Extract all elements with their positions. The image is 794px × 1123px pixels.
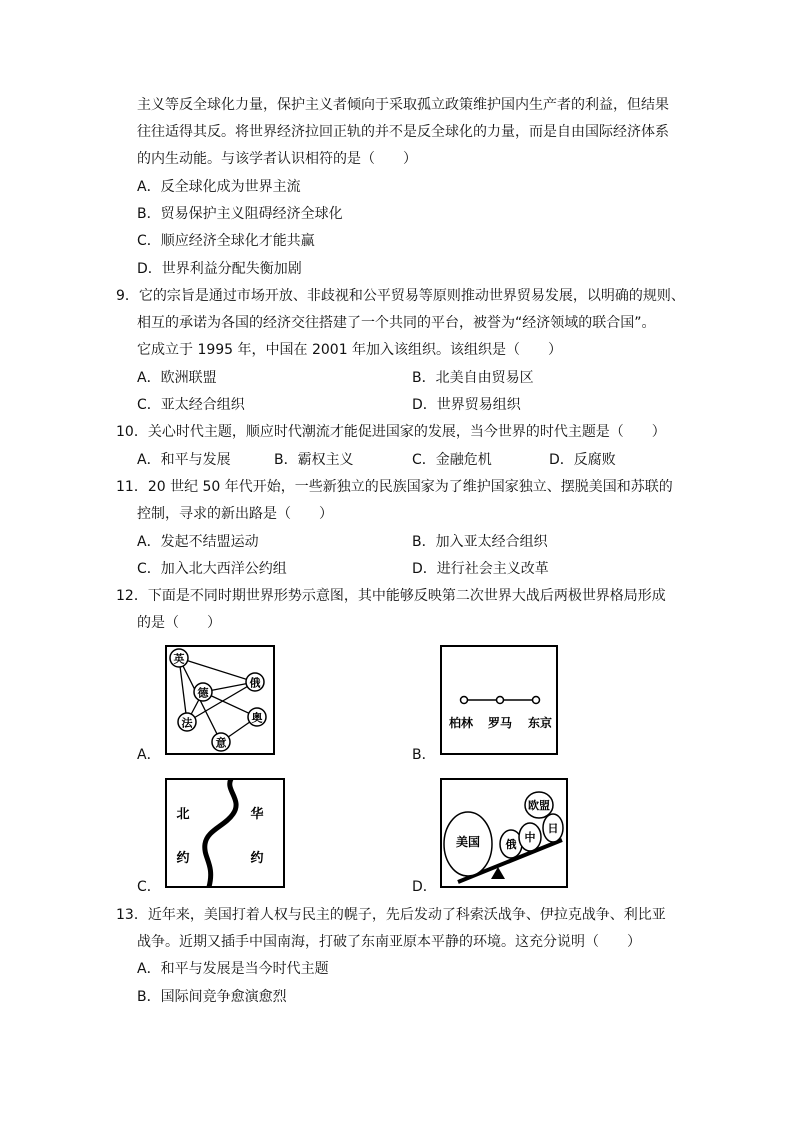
q8-stem-line-3: 的内生动能。与该学者认识相符的是（ ） bbox=[137, 151, 417, 167]
usa-label: 美国 bbox=[455, 835, 481, 849]
q12-option-b-label[interactable]: B． bbox=[412, 747, 436, 763]
q12-option-d-label[interactable]: D． bbox=[412, 879, 437, 895]
q9-stem-line-1: 9．它的宗旨是通过市场开放、非歧视和公平贸易等原则推动世界贸易发展，以明确的规则、 bbox=[116, 288, 685, 304]
q8-option-c[interactable]: C．顺应经济全球化才能共赢 bbox=[137, 233, 315, 249]
q11-stem-line-2: 控制，寻求的新出路是（ ） bbox=[137, 506, 333, 522]
q10-option-b[interactable]: B．霸权主义 bbox=[274, 452, 354, 468]
q9-stem-line-2: 相互的承诺为各国的经济交往搭建了一个共同的平台，被誉为“经济领域的联合国”。 bbox=[137, 315, 656, 331]
hua-label: 华 bbox=[250, 807, 264, 822]
q9-stem-line-3: 它成立于 1995 年，中国在 2001 年加入该组织。该组织是（ ） bbox=[137, 342, 563, 358]
node-label: 法 bbox=[181, 716, 193, 730]
q8-stem-line-1: 主义等反全球化力量，保护主义者倾向于采取孤立政策维护国内生产者的利益，但结果 bbox=[137, 97, 669, 113]
q12-option-c-label[interactable]: C． bbox=[137, 879, 161, 895]
node-de bbox=[194, 683, 212, 701]
q8-option-d[interactable]: D．世界利益分配失衡加剧 bbox=[137, 261, 302, 277]
q12-figure-d[interactable] bbox=[440, 778, 568, 888]
node-ying bbox=[170, 649, 188, 667]
eu-label: 欧盟 bbox=[528, 799, 550, 812]
q11-option-a[interactable]: A．发起不结盟运动 bbox=[137, 534, 259, 550]
tokyo-label: 东京 bbox=[527, 716, 553, 730]
q13-option-b[interactable]: B．国际间竞争愈演愈烈 bbox=[137, 989, 287, 1005]
q13-stem-line-2: 战争。近期又插手中国南海，打破了东南亚原本平静的环境。这充分说明（ ） bbox=[137, 934, 641, 950]
yue-right-label: 约 bbox=[250, 851, 264, 866]
yue-left-label: 约 bbox=[176, 851, 190, 866]
q13-option-a[interactable]: A．和平与发展是当今时代主题 bbox=[137, 961, 329, 977]
node-fa bbox=[178, 713, 196, 731]
rome-label: 罗马 bbox=[487, 716, 513, 730]
q11-option-b[interactable]: B．加入亚太经合组织 bbox=[412, 534, 548, 550]
china-label: 中 bbox=[524, 831, 536, 844]
q10-option-a[interactable]: A．和平与发展 bbox=[137, 452, 231, 468]
q12-option-a-label[interactable]: A． bbox=[137, 747, 161, 763]
node-label: 英 bbox=[173, 652, 185, 666]
q11-option-d[interactable]: D．进行社会主义改革 bbox=[412, 561, 549, 577]
node-yi bbox=[212, 733, 230, 751]
q10-stem: 10．关心时代主题，顺应时代潮流才能促进国家的发展，当今世界的时代主题是（ ） bbox=[116, 424, 666, 440]
node-ao bbox=[248, 708, 266, 726]
node-label: 俄 bbox=[249, 676, 261, 690]
russia-label: 俄 bbox=[505, 838, 517, 851]
node-label: 奥 bbox=[251, 711, 263, 725]
q10-option-c[interactable]: C．金融危机 bbox=[412, 452, 492, 468]
q8-option-a[interactable]: A．反全球化成为世界主流 bbox=[137, 179, 301, 195]
berlin-label: 柏林 bbox=[448, 716, 474, 730]
q9-option-b[interactable]: B．北美自由贸易区 bbox=[412, 370, 534, 386]
q10-option-d[interactable]: D．反腐败 bbox=[549, 452, 616, 468]
q11-stem-line-1: 11．20 世纪 50 年代开始，一些新独立的民族国家为了维护国家独立、摆脱美国和苏联的 bbox=[116, 479, 673, 495]
q12-stem-line-1: 12．下面是不同时期世界形势示意图，其中能够反映第二次世界大战后两极世界格局形成 bbox=[116, 588, 666, 604]
q13-stem-line-1: 13．近年来，美国打着人权与民主的幌子，先后发动了科索沃战争、伊拉克战争、利比亚 bbox=[116, 907, 666, 923]
japan-label: 日 bbox=[547, 822, 559, 835]
node-label: 意 bbox=[215, 736, 227, 750]
q11-option-c[interactable]: C．加入北大西洋公约组 bbox=[137, 561, 287, 577]
node-label: 德 bbox=[197, 686, 209, 700]
q12-stem-line-2: 的是（ ） bbox=[137, 615, 221, 631]
node-e bbox=[246, 673, 264, 691]
q9-option-c[interactable]: C．亚太经合组织 bbox=[137, 397, 245, 413]
q8-option-b[interactable]: B．贸易保护主义阻碍经济全球化 bbox=[137, 206, 343, 222]
q9-option-d[interactable]: D．世界贸易组织 bbox=[412, 397, 521, 413]
q8-stem-line-2: 往往适得其反。将世界经济拉回正轨的并不是反全球化的力量，而是自由国际经济体系 bbox=[137, 124, 669, 140]
q12-figure-c[interactable] bbox=[165, 778, 285, 888]
q9-option-a[interactable]: A．欧洲联盟 bbox=[137, 370, 217, 386]
bei-label: 北 bbox=[176, 807, 190, 822]
q12-figure-b[interactable] bbox=[440, 645, 558, 755]
q12-figure-a[interactable] bbox=[165, 645, 275, 755]
